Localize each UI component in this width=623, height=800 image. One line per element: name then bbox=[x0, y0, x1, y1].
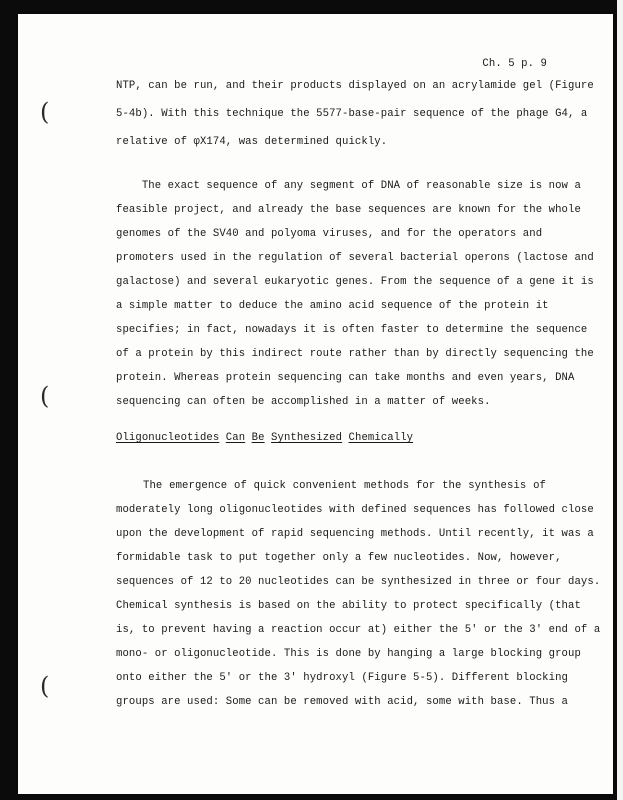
text-line: genomes of the SV40 and polyoma viruses, and for the operators and bbox=[116, 228, 543, 240]
text-line: moderately long oligonucleotides with defined sequences has followed close bbox=[116, 504, 594, 516]
text-line: galactose) and several eukaryotic genes. From the sequence of a gene it is bbox=[116, 276, 594, 288]
text-line: relative of φX174, was determined quickly. bbox=[116, 136, 388, 148]
text-line: feasible project, and already the base sequences are known for the whole bbox=[116, 204, 581, 216]
text-line: mono- or oligonucleotide. This is done by hanging a large blocking group bbox=[116, 648, 581, 660]
text-line: promoters used in the regulation of several bacterial operons (lactose and bbox=[116, 252, 594, 264]
binder-hole-mark: ( bbox=[40, 672, 50, 700]
text-line: specifies; in fact, nowadays it is often faster to determine the sequence bbox=[116, 324, 588, 336]
binder-hole-mark: ( bbox=[40, 382, 50, 410]
heading-word: Chemically bbox=[348, 432, 414, 444]
heading-word: Be bbox=[251, 432, 265, 444]
text-line: a simple matter to deduce the amino acid sequence of the protein it bbox=[116, 300, 549, 312]
heading-word: Oligonucleotides bbox=[116, 432, 220, 444]
text-line: groups are used: Some can be removed with acid, some with base. Thus a bbox=[116, 696, 569, 708]
text-line: 5-4b). With this technique the 5577-base-pair sequence of the phage G4, a bbox=[116, 108, 588, 120]
text-line: onto either the 5′ or the 3′ hydroxyl (Figure 5-5). Different blocking bbox=[116, 672, 569, 684]
text-line: sequences of 12 to 20 nucleotides can be synthesized in three or four days. bbox=[116, 576, 601, 588]
page-reference: Ch. 5 p. 9 bbox=[482, 58, 547, 70]
text-line: sequencing can often be accomplished in a matter of weeks. bbox=[116, 396, 491, 408]
text-line: of a protein by this indirect route rather than by directly sequencing the bbox=[116, 348, 594, 360]
text-line: The emergence of quick convenient methods for the synthesis of bbox=[116, 480, 546, 492]
text-line: Chemical synthesis is based on the ability to protect specifically (that bbox=[116, 600, 581, 612]
text-line: The exact sequence of any segment of DNA of reasonable size is now a bbox=[116, 180, 581, 192]
heading-word: Synthesized bbox=[271, 432, 343, 444]
text-line: NTP, can be run, and their products displayed on an acrylamide gel (Figure bbox=[116, 80, 594, 92]
paper-sheet bbox=[18, 14, 613, 794]
text-line: formidable task to put together only a few nucleotides. Now, however, bbox=[116, 552, 562, 564]
page-edge bbox=[617, 0, 623, 800]
binder-hole-mark: ( bbox=[40, 98, 50, 126]
heading-word: Can bbox=[225, 432, 246, 444]
section-heading bbox=[116, 432, 413, 444]
text-line: is, to prevent having a reaction occur at) either the 5′ or the 3′ end of a bbox=[116, 624, 601, 636]
text-line: protein. Whereas protein sequencing can take months and even years, DNA bbox=[116, 372, 575, 384]
text-line: upon the development of rapid sequencing methods. Until recently, it was a bbox=[116, 528, 594, 540]
